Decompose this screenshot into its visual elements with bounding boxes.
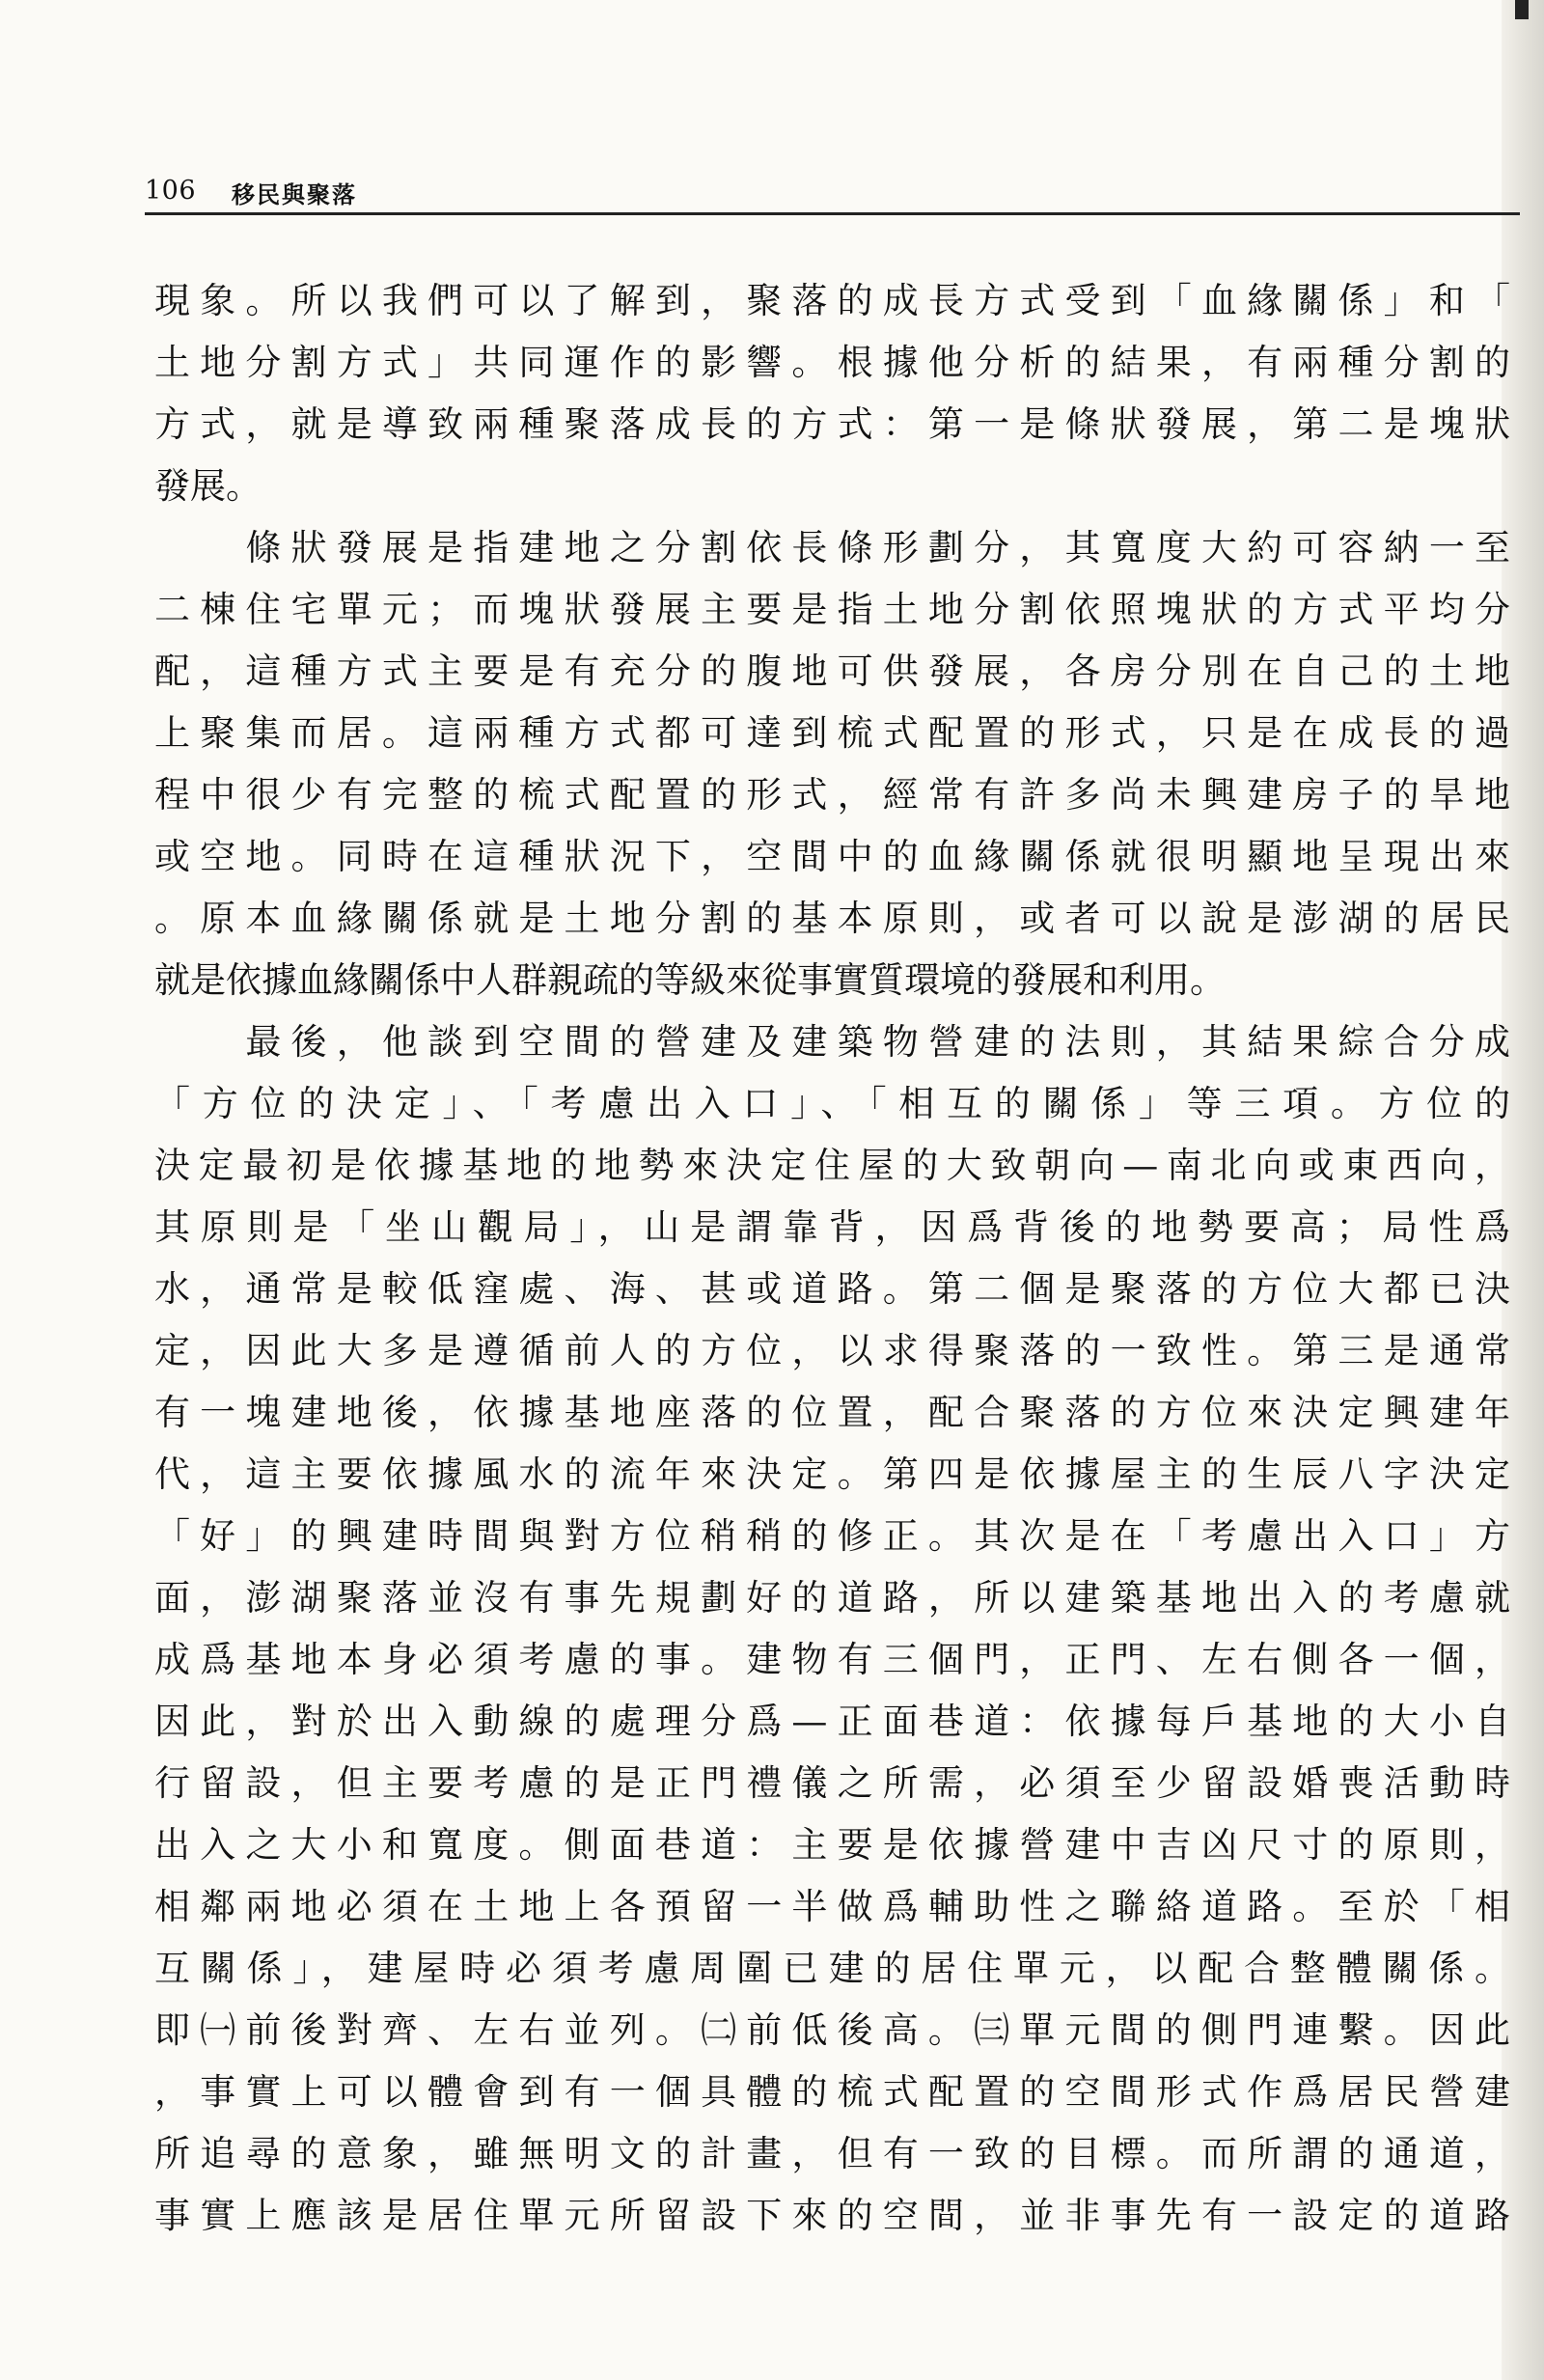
text-line: 就是依據血緣關係中人群親疏的等級來從事實質環境的發展和利用。	[154, 959, 1226, 1001]
text-line: 相鄰兩地必須在土地上各預留一半做爲輔助性之聯絡道路。至於「相	[154, 1886, 1510, 1927]
text-line: 定，因此大多是遵循前人的方位，以求得聚落的一致性。第三是通常	[154, 1330, 1510, 1371]
text-line: 出入之大小和寬度。側面巷道：主要是依據營建中吉凶尺寸的原則，	[154, 1824, 1510, 1866]
text-line: ，事實上可以體會到有一個具體的梳式配置的空間形式作爲居民營建	[154, 2071, 1510, 2113]
text-line: 發展。	[154, 465, 262, 507]
text-line: 成爲基地本身必須考慮的事。建物有三個門，正門、左右側各一個，	[154, 1639, 1510, 1680]
body-text	[154, 270, 1510, 2247]
running-title: 移民與聚落	[232, 180, 357, 208]
text-line: 面，澎湖聚落並沒有事先規劃好的道路，所以建築基地出入的考慮就	[154, 1577, 1510, 1619]
text-line: 事實上應該是居住單元所留設下來的空間，並非事先有一設定的道路	[154, 2195, 1510, 2236]
text-line: 代，這主要依據風水的流年來決定。第四是依據屋主的生辰八字決定	[154, 1453, 1510, 1495]
text-line: 二棟住宅單元；而塊狀發展主要是指土地分割依照塊狀的方式平均分	[154, 589, 1510, 630]
text-line: 互關係」，建屋時必須考慮周圍已建的居住單元，以配合整體關係。	[154, 1948, 1510, 1989]
text-line: 「好」的興建時間與對方位稍稍的修正。其次是在「考慮出入口」方	[154, 1515, 1510, 1557]
text-line: 「方位的決定」、「考慮出入口」、「相互的關係」等三項。方位的	[154, 1083, 1510, 1124]
text-line: 即㈠前後對齊、左右並列。㈡前低後高。㈢單元間的側門連繫。因此	[154, 2009, 1510, 2051]
text-line: 最後，他談到空間的營建及建築物營建的法則，其結果綜合分成	[154, 1021, 1510, 1063]
text-line: 有一塊建地後，依據基地座落的位置，配合聚落的方位來決定興建年	[154, 1392, 1510, 1433]
running-header	[145, 174, 1520, 215]
text-line: 所追尋的意象，雖無明文的計畫，但有一致的目標。而所謂的通道，	[154, 2133, 1510, 2174]
text-line: 。原本血緣關係就是土地分割的基本原則，或者可以說是澎湖的居民	[154, 898, 1510, 939]
page-number: 106	[145, 176, 197, 206]
text-line: 其原則是「坐山觀局」，山是謂靠背，因爲背後的地勢要高；局性爲	[154, 1206, 1510, 1248]
text-line: 方式，就是導致兩種聚落成長的方式：第一是條狀發展，第二是塊狀	[154, 403, 1510, 445]
scan-corner-mark	[1515, 0, 1529, 19]
text-line: 因此，對於出入動線的處理分爲—正面巷道：依據每戶基地的大小自	[154, 1701, 1510, 1742]
text-line: 行留設，但主要考慮的是正門禮儀之所需，必須至少留設婚喪活動時	[154, 1762, 1510, 1804]
text-line: 程中很少有完整的梳式配置的形式，經常有許多尚未興建房子的旱地	[154, 774, 1510, 816]
text-line: 配，這種方式主要是有充分的腹地可供發展，各房分別在自己的土地	[154, 650, 1510, 692]
text-line: 現象。所以我們可以了解到，聚落的成長方式受到「血緣關係」和「	[154, 280, 1510, 321]
text-line: 土地分割方式」共同運作的影響。根據他分析的結果，有兩種分割的	[154, 342, 1510, 383]
text-line: 決定最初是依據基地的地勢來決定住屋的大致朝向—南北向或東西向，	[154, 1145, 1510, 1186]
text-line: 水，通常是較低窪處、海、甚或道路。第二個是聚落的方位大都已決	[154, 1268, 1510, 1310]
text-line: 上聚集而居。這兩種方式都可達到梳式配置的形式，只是在成長的過	[154, 712, 1510, 754]
text-line: 條狀發展是指建地之分割依長條形劃分，其寬度大約可容納一至	[154, 527, 1510, 568]
text-line: 或空地。同時在這種狀況下，空間中的血緣關係就很明顯地呈現出來	[154, 836, 1510, 877]
